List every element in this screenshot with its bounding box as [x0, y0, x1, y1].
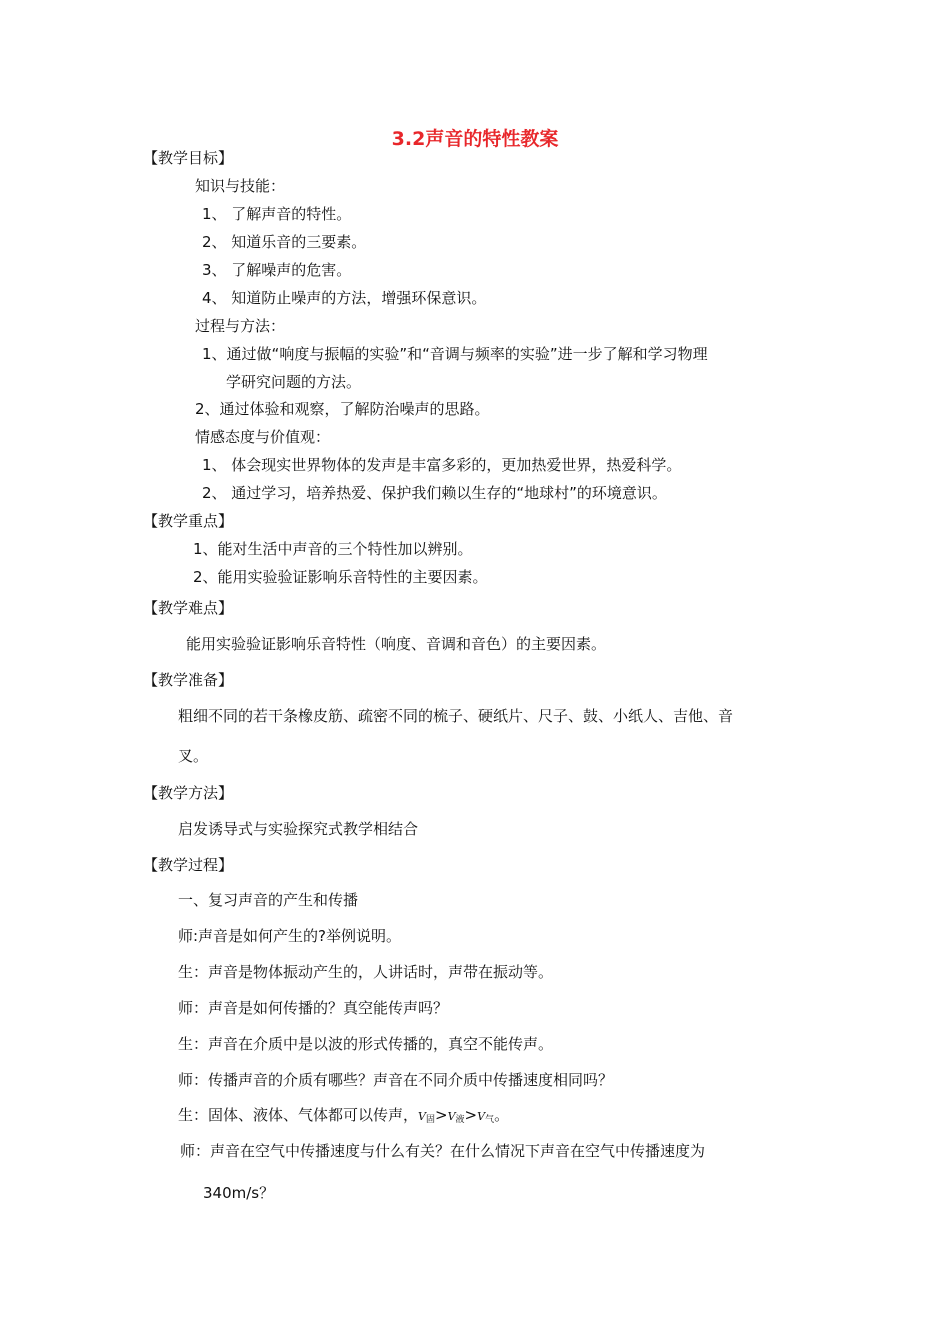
process-item-continued: 学研究问题的方法。: [226, 373, 362, 391]
emotion-item: 1、 体会现实世界物体的发声是丰富多彩的，更加热爱世界，热爱科学。: [202, 456, 682, 474]
greater-than-sign: >: [434, 1106, 448, 1124]
process-title: 过程与方法：: [195, 317, 286, 335]
speed-line-prefix: 生：固体、液体、气体都可以传声，: [178, 1106, 419, 1124]
document-title: 3.2声音的特性教案: [391, 128, 559, 150]
velocity-symbol: V: [477, 1110, 486, 1123]
key-point-item: 2、能用实验验证影响乐音特性的主要因素。: [193, 568, 488, 586]
speed-comparison-line: [178, 1105, 509, 1128]
subscript-solid: 固: [425, 1115, 435, 1125]
preparation-line: 叉。: [178, 747, 209, 765]
preparation-line: 粗细不同的若干条橡皮筋、疏密不同的梳子、硬纸片、尺子、鼓、小纸人、吉他、音: [178, 707, 734, 725]
process-item: 1、通过做“响度与振幅的实验”和“音调与频率的实验”进一步了解和学习物理: [202, 345, 708, 363]
velocity-symbol: V: [447, 1110, 456, 1123]
section-heading-key-points: 【教学重点】: [143, 512, 234, 530]
subscript-liquid: 液: [455, 1115, 465, 1125]
knowledge-item: 2、 知道乐音的三要素。: [202, 233, 367, 251]
key-point-item: 1、能对生活中声音的三个特性加以辨别。: [193, 540, 473, 558]
section-heading-method: 【教学方法】: [143, 784, 234, 802]
section-heading-preparation: 【教学准备】: [143, 671, 234, 689]
section-heading-process: 【教学过程】: [143, 856, 234, 874]
knowledge-item: 3、 了解噪声的危害。: [202, 261, 352, 279]
subscript-gas: 气: [485, 1115, 495, 1125]
process-line-continued: 340m/s？: [203, 1184, 275, 1202]
sentence-end: 。: [494, 1106, 510, 1124]
knowledge-title: 知识与技能：: [195, 177, 286, 195]
section-heading-objectives: 【教学目标】: [143, 149, 234, 167]
process-item: 2、通过体验和观察，了解防治噪声的思路。: [195, 400, 490, 418]
difficulty-text: 能用实验验证影响乐音特性（响度、音调和音色）的主要因素。: [186, 635, 607, 653]
process-line: 师:声音是如何产生的?举例说明。: [178, 927, 402, 945]
process-line: 师：声音在空气中传播速度与什么有关？在什么情况下声音在空气中传播速度为: [180, 1142, 706, 1160]
process-line: 师：声音是如何传播的？真空能传声吗？: [178, 999, 449, 1017]
process-line: 一、复习声音的产生和传播: [178, 891, 359, 909]
knowledge-item: 1、 了解声音的特性。: [202, 205, 352, 223]
process-line: 师：传播声音的介质有哪些？声音在不同介质中传播速度相同吗？: [178, 1071, 614, 1089]
process-line: 生：声音是物体振动产生的，人讲话时，声带在振动等。: [178, 963, 554, 981]
emotion-item: 2、 通过学习，培养热爱、保护我们赖以生存的“地球村”的环境意识。: [202, 484, 667, 502]
greater-than-sign: >: [464, 1106, 478, 1124]
emotion-title: 情感态度与价值观：: [195, 428, 331, 446]
velocity-symbol: V: [418, 1110, 426, 1123]
section-heading-difficulties: 【教学难点】: [143, 599, 234, 617]
process-line: 生：声音在介质中是以波的形式传播的，真空不能传声。: [178, 1035, 554, 1053]
method-text: 启发诱导式与实验探究式教学相结合: [178, 820, 419, 838]
knowledge-item: 4、 知道防止噪声的方法，增强环保意识。: [202, 289, 487, 307]
